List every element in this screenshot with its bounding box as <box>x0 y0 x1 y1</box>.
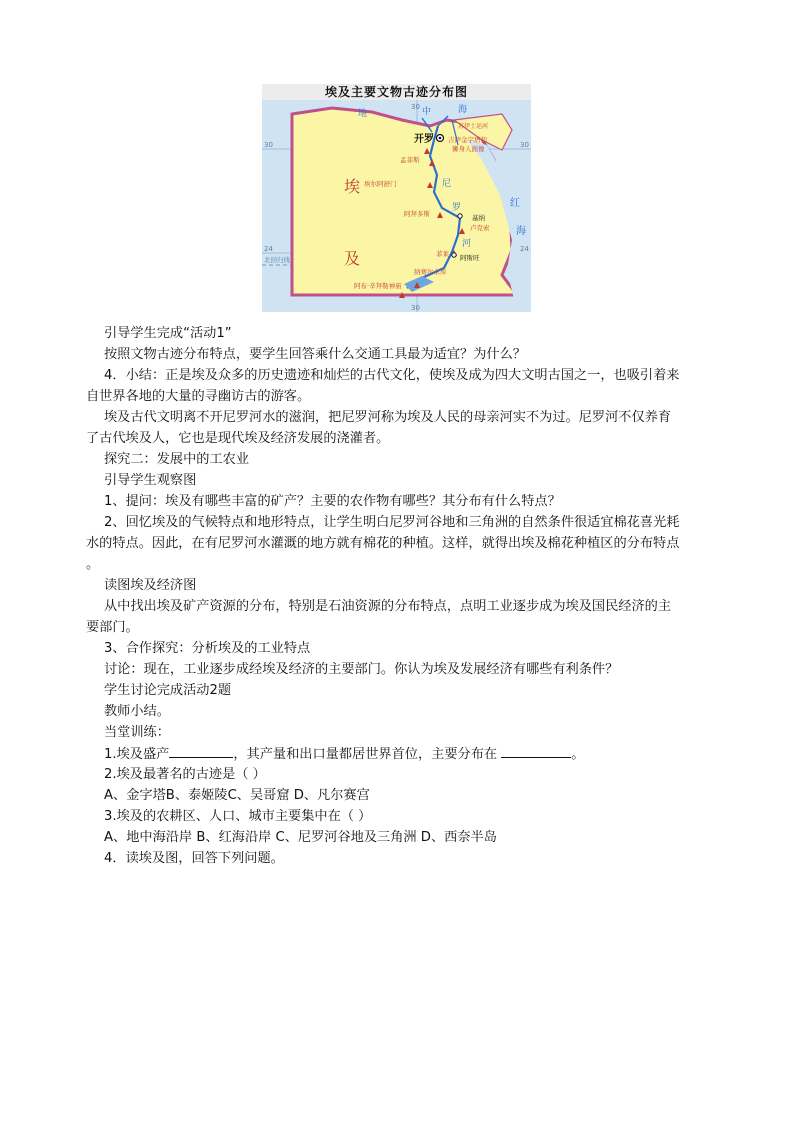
text-line: 3、合作探究：分析埃及的工业特点 <box>104 641 311 656</box>
label-lon30-top: 30 <box>411 103 420 111</box>
label-tropic: 北回归线 <box>264 256 290 264</box>
text-line: 水的特点。因此，在有尼罗河水灌溉的地方就有棉花的种植。这样，就得出埃及棉花种植区的分布特点 <box>86 536 680 551</box>
text-line: 2、回忆埃及的气候特点和地形特点，让学生明白尼罗河谷地和三角洲的自然条件很适宜棉花喜光耗 <box>104 515 680 530</box>
label-hong: 红 <box>510 198 520 209</box>
text-line: 了古代埃及人，它也是现代埃及经济发展的浇灌者。 <box>86 431 390 446</box>
label-philae: 菲莱 <box>436 250 449 258</box>
text-line: 要部门。 <box>86 620 139 635</box>
label-luo: 罗 <box>452 203 462 213</box>
lesson-body <box>86 323 712 869</box>
section-heading: 探究二：发展中的工农业 <box>104 452 250 467</box>
label-egypt-b: 及 <box>344 249 361 268</box>
label-lat24: 24 <box>520 245 529 253</box>
label-he: 河 <box>462 239 472 249</box>
label-qena: 基纳 <box>472 214 485 222</box>
q1-blank-1[interactable] <box>169 743 233 758</box>
text-line: 埃及古代文明离不开尼罗河水的滋润，把尼罗河称为埃及人民的母亲河实不为过。尼罗河不仅养育 <box>104 410 672 425</box>
question-4: 4．读埃及图，回答下列问题。 <box>104 851 284 866</box>
text-line: 教师小结。 <box>104 704 170 719</box>
cairo-marker-dot <box>439 137 442 140</box>
text-line: 读图埃及经济图 <box>104 578 197 593</box>
map-graphic <box>262 100 531 312</box>
question-2: 2.埃及最著名的古迹是（ ） <box>104 767 266 782</box>
text-line: 1、提问：埃及有哪些丰富的矿产？主要的农作物有哪些？其分布有什么特点？ <box>104 494 561 509</box>
label-memphis: 孟菲斯 <box>400 156 420 164</box>
label-giza: 吉萨金字塔和 <box>448 136 487 144</box>
label-cairo: 开罗 <box>414 134 434 145</box>
question-1 <box>86 743 712 764</box>
q1-part-a: 1.埃及盛产 <box>104 747 170 762</box>
label-ni: 尼 <box>442 179 452 189</box>
text-line: 按照文物古迹分布特点，要学生回答乘什么交通工具最为适宜？为什么？ <box>104 347 526 362</box>
label-lat30: 30 <box>264 141 273 149</box>
label-abusimbel: 阿布·辛拜勒神庙 <box>354 282 402 290</box>
text-line: 从中找出埃及矿产资源的分布，特别是石油资源的分布特点，点明工业逐步成为埃及国民经济的主 <box>104 599 672 614</box>
egypt-heritage-map <box>262 84 531 312</box>
label-hai2: 海 <box>516 226 526 237</box>
label-aswan: 阿斯旺 <box>460 254 480 262</box>
text-line: 4．小结：正是埃及众多的历史遗迹和灿烂的古代文化，使埃及成为四大文明古国之一，也吸引着来 <box>104 368 680 383</box>
aswan-marker <box>452 253 456 257</box>
label-nasser: 纳赛尔水库 <box>414 268 447 276</box>
label-egypt-a: 埃 <box>344 177 361 196</box>
label-amarna: 埃尔阿舒门 <box>364 180 397 188</box>
qena-marker <box>458 214 462 218</box>
label-sphinx: 狮身人面像 <box>452 145 485 153</box>
text-line: 自世界各地的大量的寻幽访古的游客。 <box>86 389 311 404</box>
text-line: 引导学生观察图 <box>104 473 197 488</box>
label-luxor: 卢克索 <box>470 224 490 232</box>
question-3-options: A、地中海沿岸 B、红海沿岸 C、尼罗河谷地及三角洲 D、西奈半岛 <box>104 830 497 845</box>
label-zhong: 中 <box>422 107 432 117</box>
text-line: 引导学生完成“活动1” <box>104 326 232 341</box>
q1-part-b: ，其产量和出口量都居世界首位，主要分布在 <box>233 747 502 762</box>
q1-blank-2[interactable] <box>501 743 571 758</box>
label-suez: 苏伊士运河 <box>458 123 489 130</box>
map-title: 埃及主要文物古迹分布图 <box>262 84 531 101</box>
text-line: 学生讨论完成活动2题 <box>104 683 232 698</box>
label-lon30-bottom: 30 <box>411 304 420 312</box>
label-lat24-left: 24 <box>264 245 273 253</box>
label-hai: 海 <box>458 105 468 115</box>
text-line: 当堂训练： <box>104 725 170 740</box>
question-2-options: A、金字塔B、泰姬陵C、吴哥窟 D、凡尔赛宫 <box>104 788 370 803</box>
text-line: 。 <box>86 557 100 572</box>
label-abydos: 阿拜多斯 <box>404 210 430 218</box>
text-line: 讨论：现在，工业逐步成经埃及经济的主要部门。你认为埃及发展经济有哪些有利条件？ <box>104 662 619 677</box>
q1-part-c: 。 <box>571 747 585 762</box>
question-3: 3.埃及的农耕区、人口、城市主要集中在（ ） <box>104 809 372 824</box>
label-di: 地 <box>358 109 368 119</box>
label-lat30-right: 30 <box>520 141 529 149</box>
